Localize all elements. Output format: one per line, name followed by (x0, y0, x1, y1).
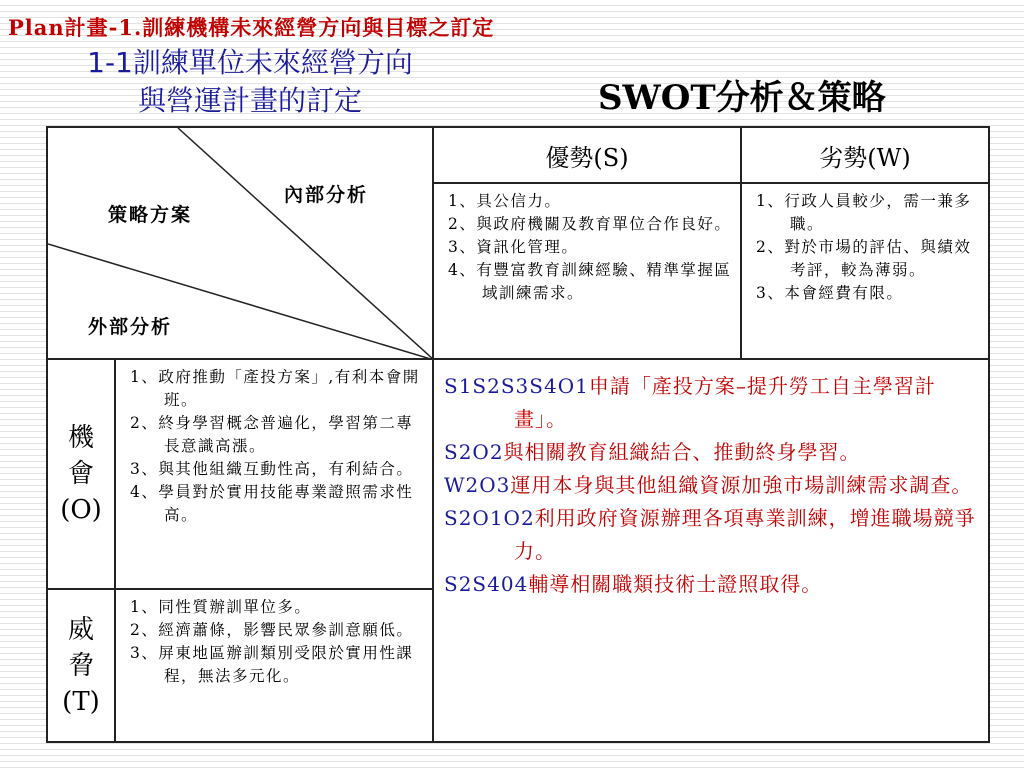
strength-item: 4、有豐富教育訓練經驗、精準掌握區域訓練需求。 (448, 261, 732, 302)
strengths-header: 優勢(S) (433, 127, 741, 183)
strategy-item (444, 502, 980, 568)
opportunities-label (47, 359, 115, 589)
swot-table (46, 126, 990, 743)
weaknesses-list (741, 183, 989, 359)
strategies-cell (433, 359, 989, 742)
opportunity-item: 2、終身學習概念普遍化，學習第二專長意識高漲。 (130, 414, 414, 455)
threat-item: 3、屏東地區辦訓類別受限於實用性課程，無法多元化。 (130, 644, 414, 685)
strategy-code: S2O2 (444, 440, 504, 464)
subtitle-line-1: 1-1訓練單位未來經營方向 (87, 46, 413, 79)
threats-label-3: (T) (62, 686, 100, 717)
weakness-item: 2、對於市場的評估、與績效考評，較為薄弱。 (756, 238, 972, 279)
threat-item: 2、經濟蕭條，影響民眾參訓意願低。 (130, 621, 414, 639)
strategy-code: S2O1O2 (444, 506, 535, 530)
strength-item: 1、具公信力。 (448, 192, 562, 210)
opportunities-label-1: 機 (67, 423, 94, 453)
strategy-text: 申請「產投方案–提升勞工自主學習計畫」。 (514, 374, 936, 431)
strategy-item (444, 568, 980, 601)
strategy-label: 策略方案 (108, 204, 193, 226)
weakness-item: 1、行政人員較少，需一兼多職。 (756, 192, 972, 233)
strengths-list (433, 183, 741, 359)
strategy-text: 利用政府資源辦理各項專業訓練，增進職場競爭力。 (514, 506, 976, 563)
opportunity-item: 4、學員對於實用技能專業證照需求性高。 (130, 483, 414, 524)
strategy-item (444, 436, 980, 469)
threats-list (115, 589, 433, 742)
threat-item: 1、同性質辦訓單位多。 (130, 598, 312, 616)
strength-item: 3、資訊化管理。 (448, 238, 579, 256)
swot-title: SWOT分析＆策略 (598, 78, 886, 118)
strategy-item (444, 469, 980, 502)
strategy-text: 運用本身與其他組織資源加強市場訓練需求調查。 (510, 473, 973, 497)
weakness-item: 3、本會經費有限。 (756, 284, 904, 302)
opportunity-item: 1、政府推動「產投方案」,有利本會開班。 (130, 368, 420, 409)
diagonal-line-top (178, 128, 434, 360)
plan-title: Plan計畫-1.訓練機構未來經營方向與目標之訂定 (8, 15, 495, 40)
strategy-code: S1S2S3S4O1 (444, 374, 589, 398)
corner-header-cell (47, 127, 433, 359)
strength-item: 2、與政府機關及教育單位合作良好。 (448, 215, 732, 233)
subtitle (40, 44, 460, 120)
opportunity-item: 3、與其他組織互動性高，有利結合。 (130, 460, 414, 478)
external-analysis-label: 外部分析 (88, 316, 173, 338)
internal-analysis-label: 內部分析 (284, 184, 369, 206)
weaknesses-header: 劣勢(W) (741, 127, 989, 183)
threats-label (47, 589, 115, 742)
opportunities-label-2: 會 (67, 459, 94, 489)
diagonal-line-bottom (48, 244, 434, 360)
threats-label-2: 脅 (67, 650, 94, 681)
threats-label-1: 威 (67, 614, 94, 645)
strategy-code: W2O3 (444, 473, 511, 497)
strategy-text: 輔導相關職類技術士證照取得。 (528, 572, 823, 596)
opportunities-list (115, 359, 433, 589)
subtitle-line-2: 與營運計畫的訂定 (137, 84, 362, 117)
strategy-item (444, 370, 980, 436)
strategy-text: 與相關教育組織結合、推動終身學習。 (503, 440, 861, 464)
strategy-code: S2S404 (444, 572, 529, 596)
opportunities-label-3: (O) (60, 495, 102, 525)
